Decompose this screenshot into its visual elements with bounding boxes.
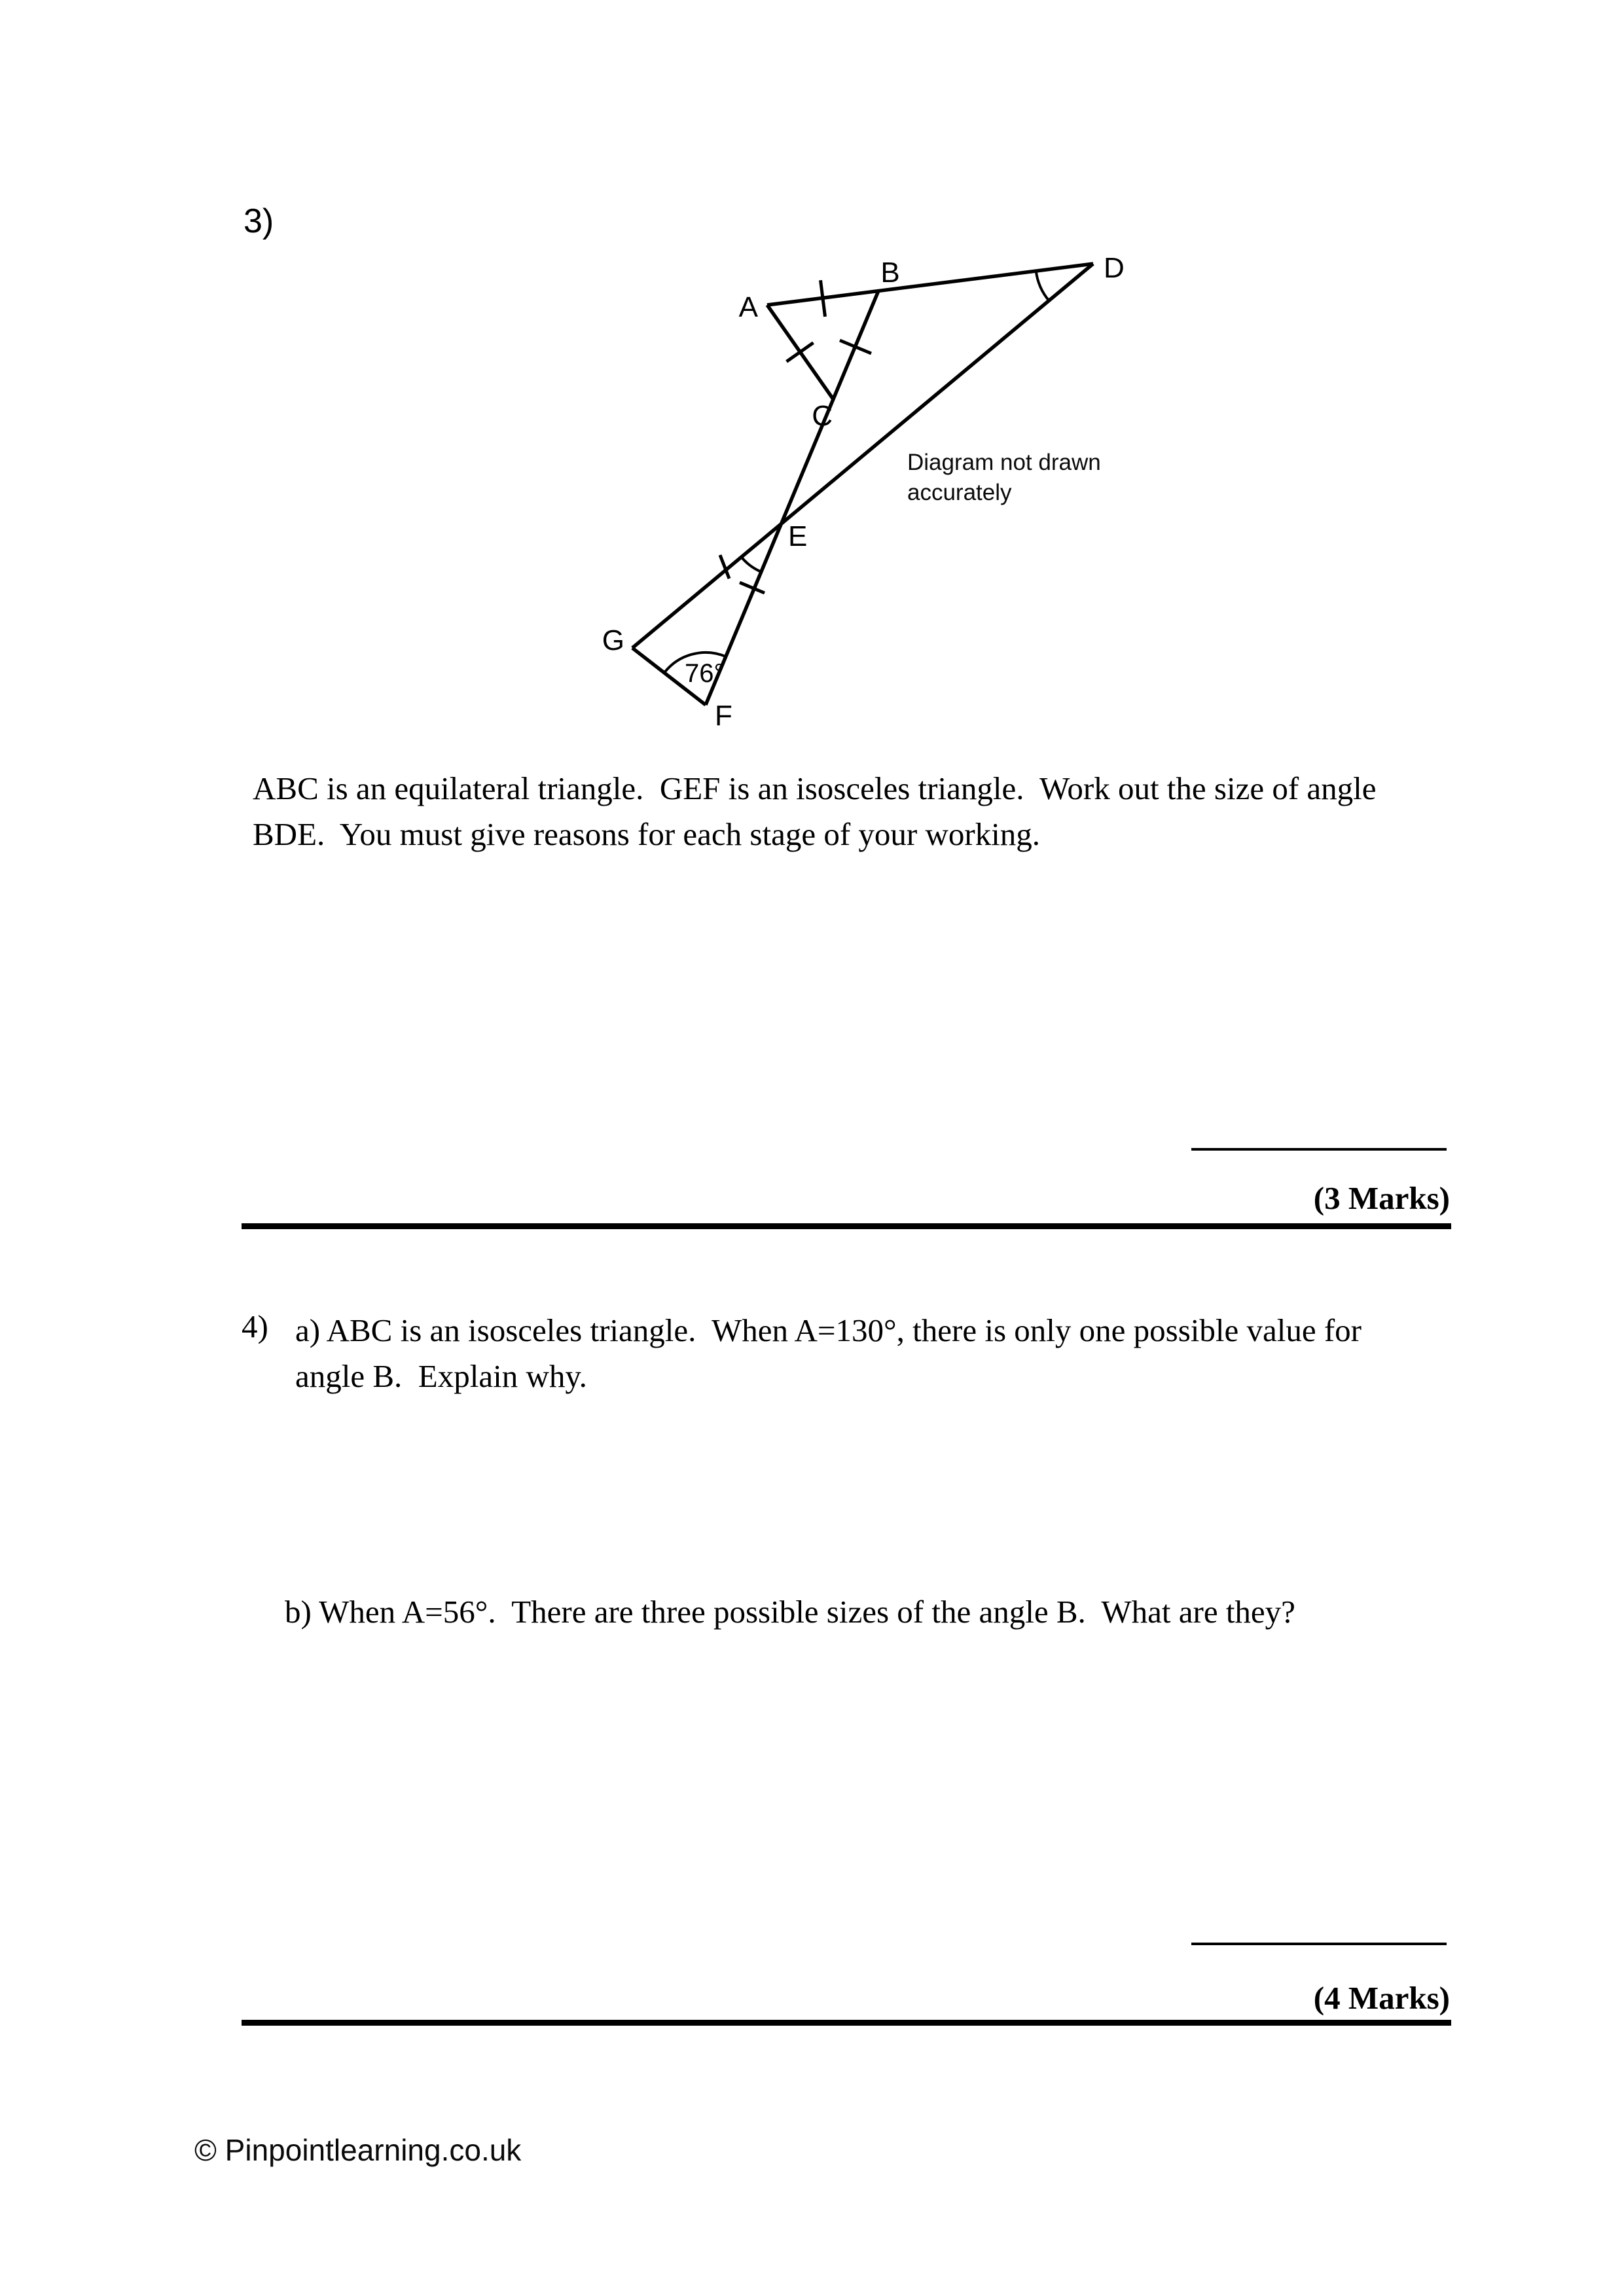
section-divider-1 (242, 1223, 1451, 1229)
question4-number: 4) (242, 1308, 268, 1344)
line-a-d (767, 264, 1093, 305)
diagram-note-line2: accurately (907, 480, 1012, 505)
diagram-note-line1: Diagram not drawn (907, 450, 1101, 475)
angle-value-label: 76° (685, 659, 725, 688)
footer-copyright: © Pinpointlearning.co.uk (194, 2133, 522, 2167)
angle-arc-d (1036, 271, 1049, 300)
answer-blank-q3 (1191, 1148, 1447, 1151)
section-divider-2 (242, 2020, 1451, 2026)
vertex-label-f: F (715, 700, 732, 732)
angle-arc-e (742, 557, 762, 572)
vertex-label-d: D (1104, 252, 1125, 284)
question3-number: 3) (244, 202, 274, 240)
question4-marks-label: (4 Marks) (1313, 1980, 1450, 2016)
vertex-label-a: A (738, 291, 758, 323)
question3-marks-label: (3 Marks) (1313, 1180, 1450, 1216)
vertex-label-b: B (880, 257, 900, 289)
vertex-label-g: G (602, 624, 624, 656)
vertex-label-e: E (788, 520, 808, 552)
tick-ac (787, 343, 814, 362)
diagram-note (907, 448, 1101, 508)
question4-part-b: b) When A=56°. There are three possible sizes of the angle B. What are they? (285, 1594, 1295, 1630)
question4-part-a: a) ABC is an isosceles triangle. When A=130°, there is only one possible value for angle B. Explain why. (295, 1312, 1370, 1394)
answer-blank-q4 (1191, 1943, 1447, 1945)
question3-prompt: ABC is an equilateral triangle. GEF is an isosceles triangle. Work out the size of angle BDE. You must give reasons for each stage of your working. (253, 770, 1384, 852)
tick-ab (821, 280, 825, 317)
line-b-f (706, 291, 878, 706)
vertex-label-c: C (812, 400, 833, 432)
